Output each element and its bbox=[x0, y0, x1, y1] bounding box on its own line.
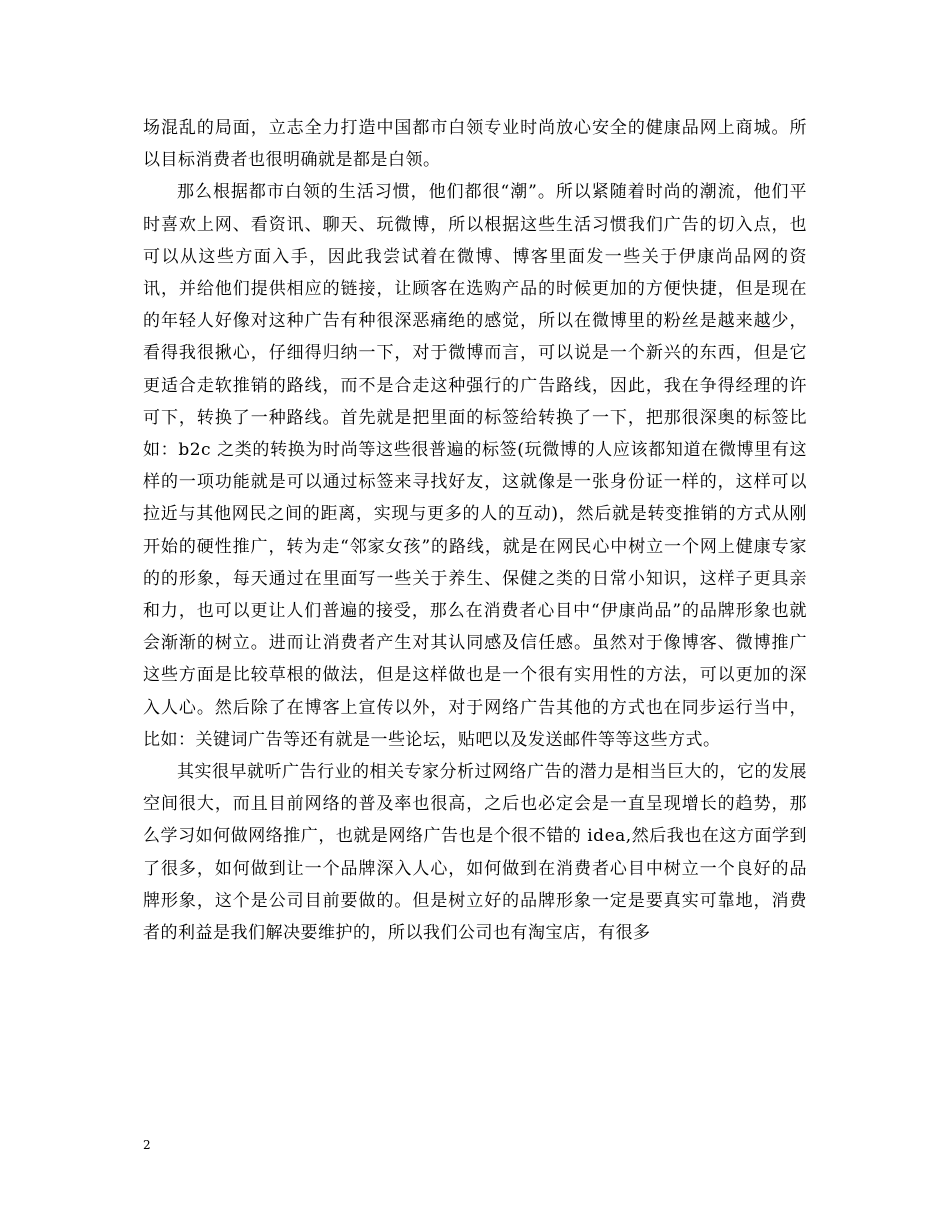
page-number: 2 bbox=[143, 1138, 151, 1152]
paragraph-2: 那么根据都市白领的生活习惯，他们都很“潮”。所以紧随着时尚的潮流，他们平时喜欢上网、看资讯、聊天、玩微博，所以根据这些生活习惯我们广告的切入点，也可以从这些方面入手，因此我尝试着在微博、博客里面发一些关于伊康尚品网的资讯，并给他们提供相应的链接，让顾客在选购产品的时候更加的方便快捷，但是现在的年轻人好像对这种广告有种很深恶痛绝的感觉，所以在微博里的粉丝是越来越少，看得我很揪心，仔细得归纳一下，对于微博而言，可以说是一个新兴的东西，但是它更适合走软推销的路线，而不是合走这种强行的广告路线，因此，我在争得经理的许可下，转换了一种路线。首先就是把里面的标签给转换了一下，把那很深奥的标签比如：b2c 之类的转换为时尚等这些很普遍的标签(玩微博的人应该都知道在微博里有这样的一项功能就是可以通过标签来寻找好友，这就像是一张身份证一样的，这样可以拉近与其他网民之间的距离，实现与更多的人的互动)，然后就是转变推销的方式从刚开始的硬性推广，转为走“邻家女孩”的路线，就是在网民心中树立一个网上健康专家的的形象，每天通过在里面写一些关于养生、保健之类的日常小知识，这样子更具亲和力，也可以更让人们普遍的接受，那么在消费者心目中“伊康尚品”的品牌形象也就会渐渐的树立。进而让消费者产生对其认同感及信任感。虽然对于像博客、微博推广这些方面是比较草根的做法，但是这样做也是一个很有实用性的方法，可以更加的深入人心。然后除了在博客上宣传以外，对于网络广告其他的方式也在同步运行当中，比如：关键词广告等还有就是一些论坛，贴吧以及发送邮件等等这些方式。 bbox=[143, 182, 807, 750]
paragraph-3: 其实很早就听广告行业的相关专家分析过网络广告的潜力是相当巨大的，它的发展空间很大，而且目前网络的普及率也很高，之后也必定会是一直呈现增长的趋势，那么学习如何做网络推广，也就是网络广告也是个很不错的 idea,然后我也在这方面学到了很多，如何做到让一个品牌深入人心，如何做到在消费者心目中树立一个良好的品牌形象，这个是公司目前要做的。但是树立好的品牌形象一定是要真实可靠地，消费者的利益是我们解决要维护的，所以我们公司也有淘宝店，有很多 bbox=[143, 762, 807, 944]
body-text bbox=[143, 112, 807, 949]
paragraph-1: 场混乱的局面，立志全力打造中国都市白领专业时尚放心安全的健康品网上商城。所以目标消费者也很明确就是都是白领。 bbox=[143, 118, 807, 171]
